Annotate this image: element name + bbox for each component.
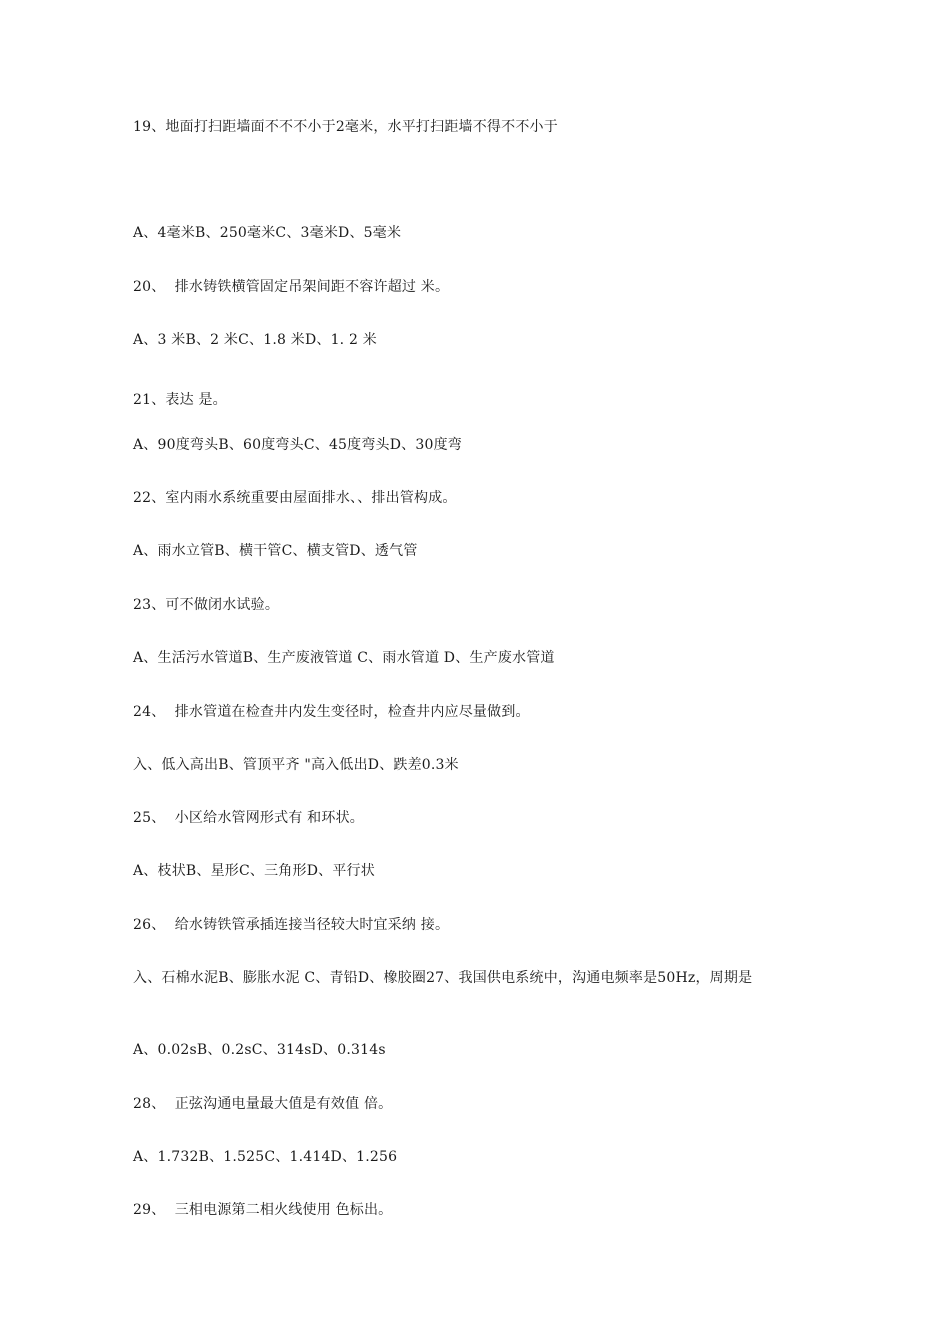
options-24: 入、低入高出B、管顶平齐 "高入低出D、跌差0.3米 <box>133 757 459 773</box>
question-22: 22、室内雨水系统重要由屋面排水、、排出管构成。 <box>133 490 457 506</box>
question-26: 26、 给水铸铁管承插连接当径较大时宜采纳 接。 <box>133 917 450 933</box>
question-20: 20、 排水铸铁横管固定吊架间距不容许超过 米。 <box>133 279 450 295</box>
options-20: A、3 米B、2 米C、1.8 米D、1. 2 米 <box>133 332 377 348</box>
question-21: 21、表达 是。 <box>133 392 227 408</box>
question-24: 24、 排水管道在检查井内发生变径时，检查井内应尽量做到。 <box>133 704 530 720</box>
options-27: A、0.02sB、0.2sC、314sD、0.314s <box>133 1042 386 1058</box>
options-22: A、雨水立管B、横干管C、横支管D、透气管 <box>133 543 418 559</box>
question-19: 19、地面打扫距墙面不不不小于2毫米，水平打扫距墙不得不不小于 <box>133 119 558 135</box>
options-19: A、4毫米B、250毫米C、3毫米D、5毫米 <box>133 225 402 241</box>
options-26-question-27: 入、石棉水泥B、膨胀水泥 C、青铅D、橡胶圈27、我国供电系统中，沟通电频率是50Hz，周期是 <box>133 970 753 986</box>
options-23: A、生活污水管道B、生产废液管道 C、雨水管道 D、生产废水管道 <box>133 650 555 666</box>
options-25: A、枝状B、星形C、三角形D、平行状 <box>133 863 375 879</box>
question-28: 28、 正弦沟通电量最大值是有效值 倍。 <box>133 1096 393 1112</box>
question-25: 25、 小区给水管网形式有 和环状。 <box>133 810 364 826</box>
question-29: 29、 三相电源第二相火线使用 色标出。 <box>133 1202 393 1218</box>
question-23: 23、可不做闭水试验。 <box>133 597 280 613</box>
options-28: A、1.732B、1.525C、1.414D、1.256 <box>133 1149 398 1165</box>
options-21: A、90度弯头B、60度弯头C、45度弯头D、30度弯 <box>133 437 462 453</box>
